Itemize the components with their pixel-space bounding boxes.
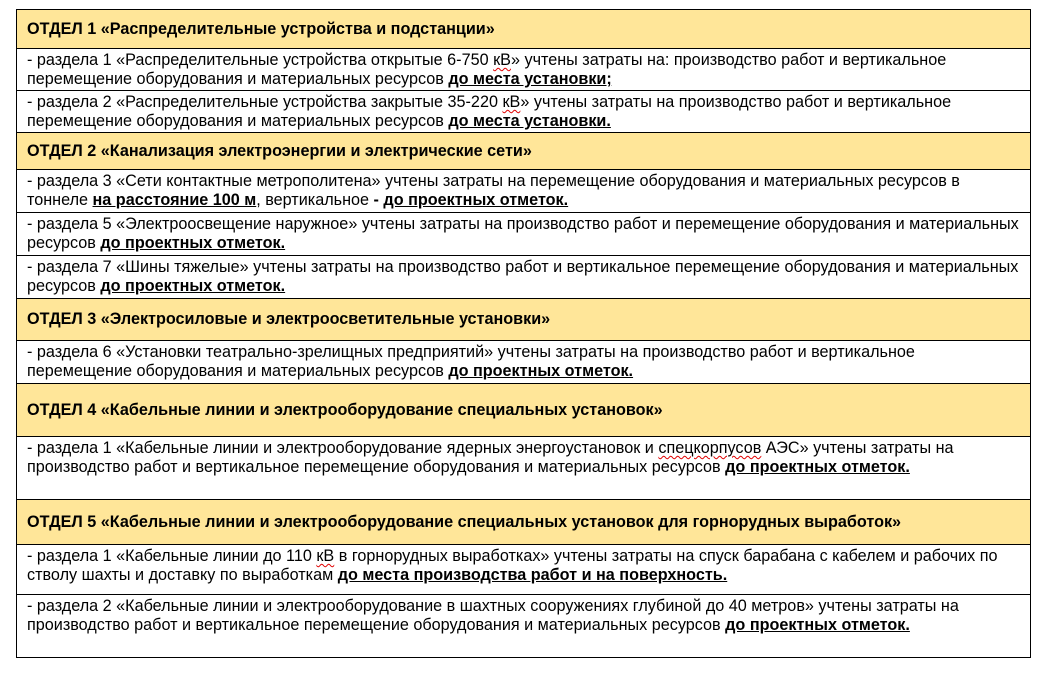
item-text: » учтены затраты на производство работ и вертикальное перемещение оборудования и материальных ресурсов bbox=[27, 93, 952, 130]
item-row bbox=[17, 256, 1031, 299]
underlined-emphasis: до проектных отметок. bbox=[448, 362, 634, 380]
underlined-emphasis: до проектных отметок. bbox=[100, 234, 286, 252]
dash-bold: - bbox=[373, 191, 384, 209]
item-text: - раздела 2 «Распределительные устройства закрытые 35-220 bbox=[27, 93, 503, 111]
item-text: - раздела 1 «Кабельные линии и электрооборудование ядерных энергоустановок и bbox=[27, 439, 659, 457]
item-text: в горнорудных выработках» учтены затраты на спуск барабана с кабелем и рабочих по стволу шахты и доставку по выработкам bbox=[27, 547, 998, 584]
section-4-item-1 bbox=[17, 437, 1031, 500]
section-5-item-1 bbox=[17, 545, 1031, 595]
item-row bbox=[17, 437, 1031, 500]
section-2-title: ОТДЕЛ 2 «Канализация электроэнергии и электрические сети» bbox=[17, 133, 1031, 170]
section-3-title: ОТДЕЛ 3 «Электросиловые и электроосветительные установки» bbox=[17, 299, 1031, 341]
spellcheck-word: кВ bbox=[493, 51, 511, 69]
item-row bbox=[17, 91, 1031, 133]
spellcheck-word: кВ bbox=[502, 93, 521, 111]
section-5-title: ОТДЕЛ 5 «Кабельные линии и электрооборудование специальных установок для горнорудных выработок» bbox=[17, 500, 1031, 545]
section-3-item-1 bbox=[17, 341, 1031, 384]
section-2-item-2 bbox=[17, 213, 1031, 256]
section-header-row bbox=[17, 500, 1031, 545]
section-1-title: ОТДЕЛ 1 «Распределительные устройства и подстанции» bbox=[17, 10, 1031, 49]
section-4-title: ОТДЕЛ 4 «Кабельные линии и электрооборудование специальных установок» bbox=[17, 384, 1031, 437]
section-header-row bbox=[17, 10, 1031, 49]
section-2-item-3 bbox=[17, 256, 1031, 299]
item-text: - раздела 6 «Установки театрально-зрелищных предприятий» учтены затраты на производство работ и вертикальное перемещение оборудования и материальных ресурсов bbox=[27, 343, 915, 380]
item-text: - раздела 5 «Электроосвещение наружное» учтены затраты на производство работ и перемещение оборудования и материальных ресурсов bbox=[27, 215, 1019, 252]
item-row bbox=[17, 595, 1031, 658]
section-1-item-2 bbox=[17, 91, 1031, 133]
underlined-emphasis: до проектных отметок. bbox=[383, 191, 569, 209]
item-text: АЭС» учтены затраты на производство работ и вертикальное перемещение оборудования и материальных ресурсов bbox=[27, 439, 954, 476]
underlined-emphasis: до места производства работ и на поверхность. bbox=[337, 566, 728, 584]
section-1-item-1 bbox=[17, 49, 1031, 91]
item-text: - раздела 1 «Кабельные линии до 110 bbox=[27, 547, 317, 565]
item-text: - раздела 3 «Сети контактные метрополитена» учтены затраты на перемещение оборудования и материальных ресурсов в тоннеле bbox=[27, 172, 960, 209]
item-row bbox=[17, 341, 1031, 384]
section-header-row bbox=[17, 299, 1031, 341]
underlined-emphasis: до проектных отметок. bbox=[100, 277, 286, 295]
sections-table bbox=[16, 9, 1031, 658]
underlined-emphasis: до проектных отметок. bbox=[725, 458, 910, 476]
item-text: - раздела 2 «Кабельные линии и электрооборудование в шахтных сооружениях глубиной до 40 метров» учтены затраты на производство работ и вертикальное перемещение оборудования и материальных ресурсов bbox=[27, 597, 959, 634]
item-text: » учтены затраты на: производство работ и вертикальное перемещение оборудования и материальных ресурсов bbox=[27, 51, 947, 88]
section-5-item-2 bbox=[17, 595, 1031, 658]
item-text: - раздела 7 «Шины тяжелые» учтены затраты на производство работ и вертикальное перемещение оборудования и материальных ресурсов bbox=[27, 258, 1019, 295]
section-header-row bbox=[17, 384, 1031, 437]
underlined-emphasis: на расстояние 100 м bbox=[92, 191, 257, 209]
item-row bbox=[17, 49, 1031, 91]
item-text: , вертикальное bbox=[256, 191, 374, 209]
underlined-emphasis: до проектных отметок. bbox=[725, 616, 910, 634]
item-row bbox=[17, 170, 1031, 213]
underlined-emphasis: до места установки; bbox=[448, 70, 612, 88]
section-header-row bbox=[17, 133, 1031, 170]
section-2-item-1 bbox=[17, 170, 1031, 213]
spellcheck-word: кВ bbox=[316, 547, 335, 565]
item-text: - раздела 1 «Распределительные устройства открытые 6-750 bbox=[27, 51, 494, 69]
underlined-emphasis: до места установки. bbox=[448, 112, 611, 130]
item-row bbox=[17, 213, 1031, 256]
spellcheck-word: спецкорпусов bbox=[658, 439, 762, 457]
item-row bbox=[17, 545, 1031, 595]
